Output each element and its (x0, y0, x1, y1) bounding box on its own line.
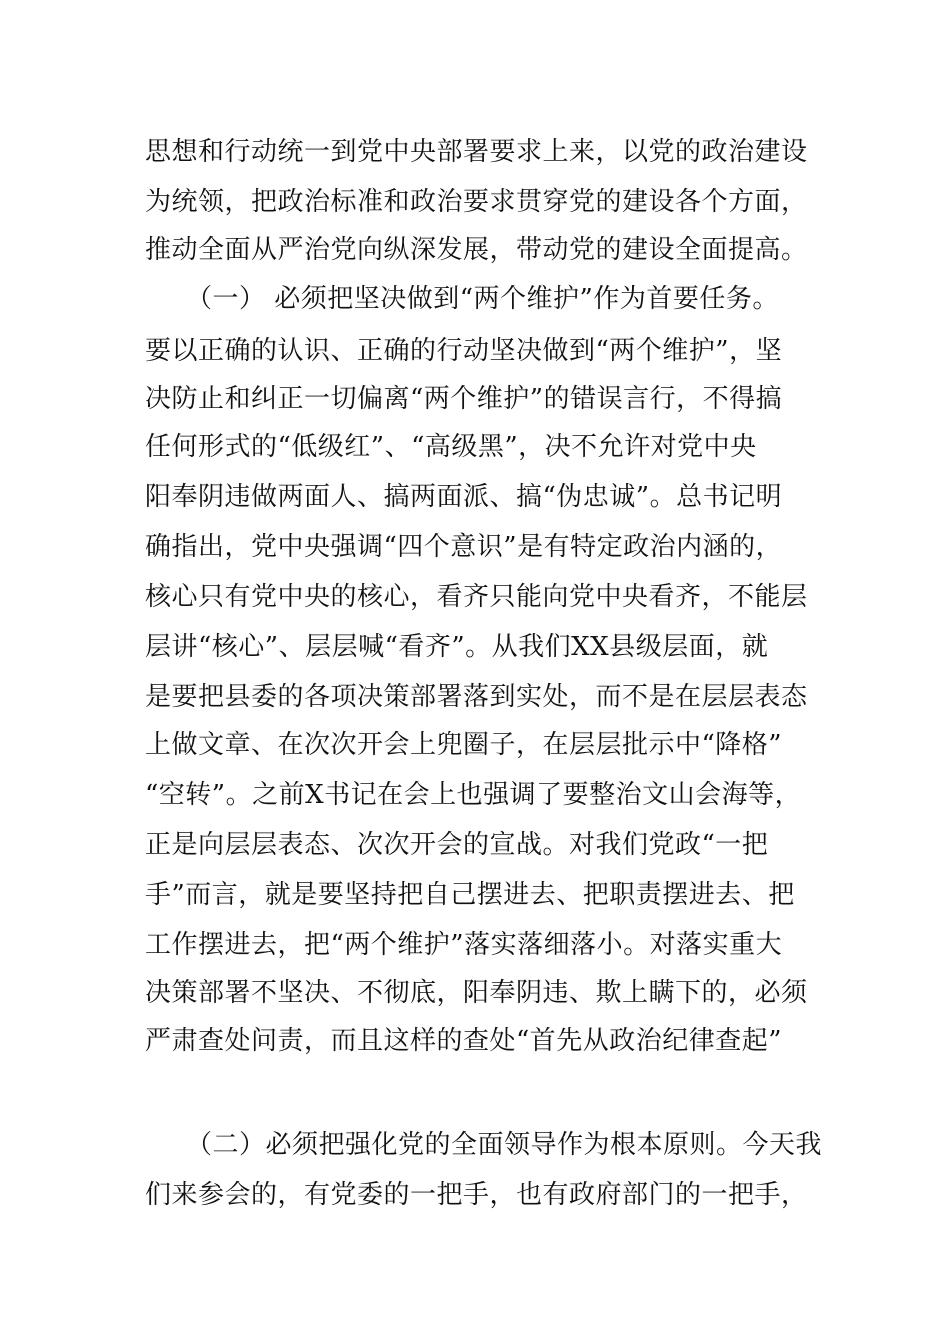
text-line-3: 推动全面从严治党向纵深发展，带动党的建设全面提高。 (145, 235, 808, 265)
text-line-21: 们来参会的，有党委的一把手，也有政府部门的一把手， (145, 1180, 808, 1210)
text-line-10: 核心只有党中央的核心，看齐只能向党中央看齐，不能层 (145, 582, 808, 612)
text-line-17: 工作摆进去，把“两个维护”落实落细落小。对落实重大 (145, 930, 783, 960)
section-heading-2: （二）必须把强化党的全面领导作为根本原则。今天我 (186, 1130, 823, 1160)
text-line-15: 正是向层层表态、次次开会的宣战。对我们党政“一把 (145, 830, 769, 860)
text-line-1: 思想和行动统一到党中央部署要求上来，以党的政治建设 (145, 137, 808, 167)
text-line-11: 层讲“核心”、层层喊“看齐”。从我们XX县级层面，就 (145, 632, 769, 662)
text-line-18: 决策部署不坚决、不彻底，阳奉阴违、欺上瞒下的，必须 (145, 978, 808, 1008)
text-line-6: 决防止和纠正一切偏离“两个维护”的错误言行，不得搞 (145, 384, 783, 414)
text-line-9: 确指出，党中央强调“四个意识”是有特定政治内涵的， (145, 532, 783, 562)
text-line-5: 要以正确的认识、正确的行动坚决做到“两个维护”，坚 (145, 336, 783, 366)
text-line-13: 上做文章、在次次开会上兜圈子，在层层批示中“降格” (145, 730, 783, 760)
section-heading-1: （一） 必须把坚决做到“两个维护”作为首要任务。 (186, 284, 779, 314)
text-line-7: 任何形式的“低级红”、“高级黑”，决不允许对党中央 (145, 432, 757, 462)
text-line-14: “空转”。之前X书记在会上也强调了要整治文山会海等， (145, 780, 802, 810)
text-line-8: 阳奉阴违做两面人、搞两面派、搞“伪忠诚”。总书记明 (145, 482, 783, 512)
text-line-2: 为统领，把政治标准和政治要求贯穿党的建设各个方面， (145, 187, 808, 217)
text-line-12: 是要把县委的各项决策部署落到实处，而不是在层层表态 (145, 682, 808, 712)
text-line-16: 手”而言，就是要坚持把自己摆进去、把职责摆进去、把 (145, 880, 795, 910)
text-line-19: 严肃查处问责，而且这样的查处“首先从政治纪律查起” (145, 1026, 783, 1056)
